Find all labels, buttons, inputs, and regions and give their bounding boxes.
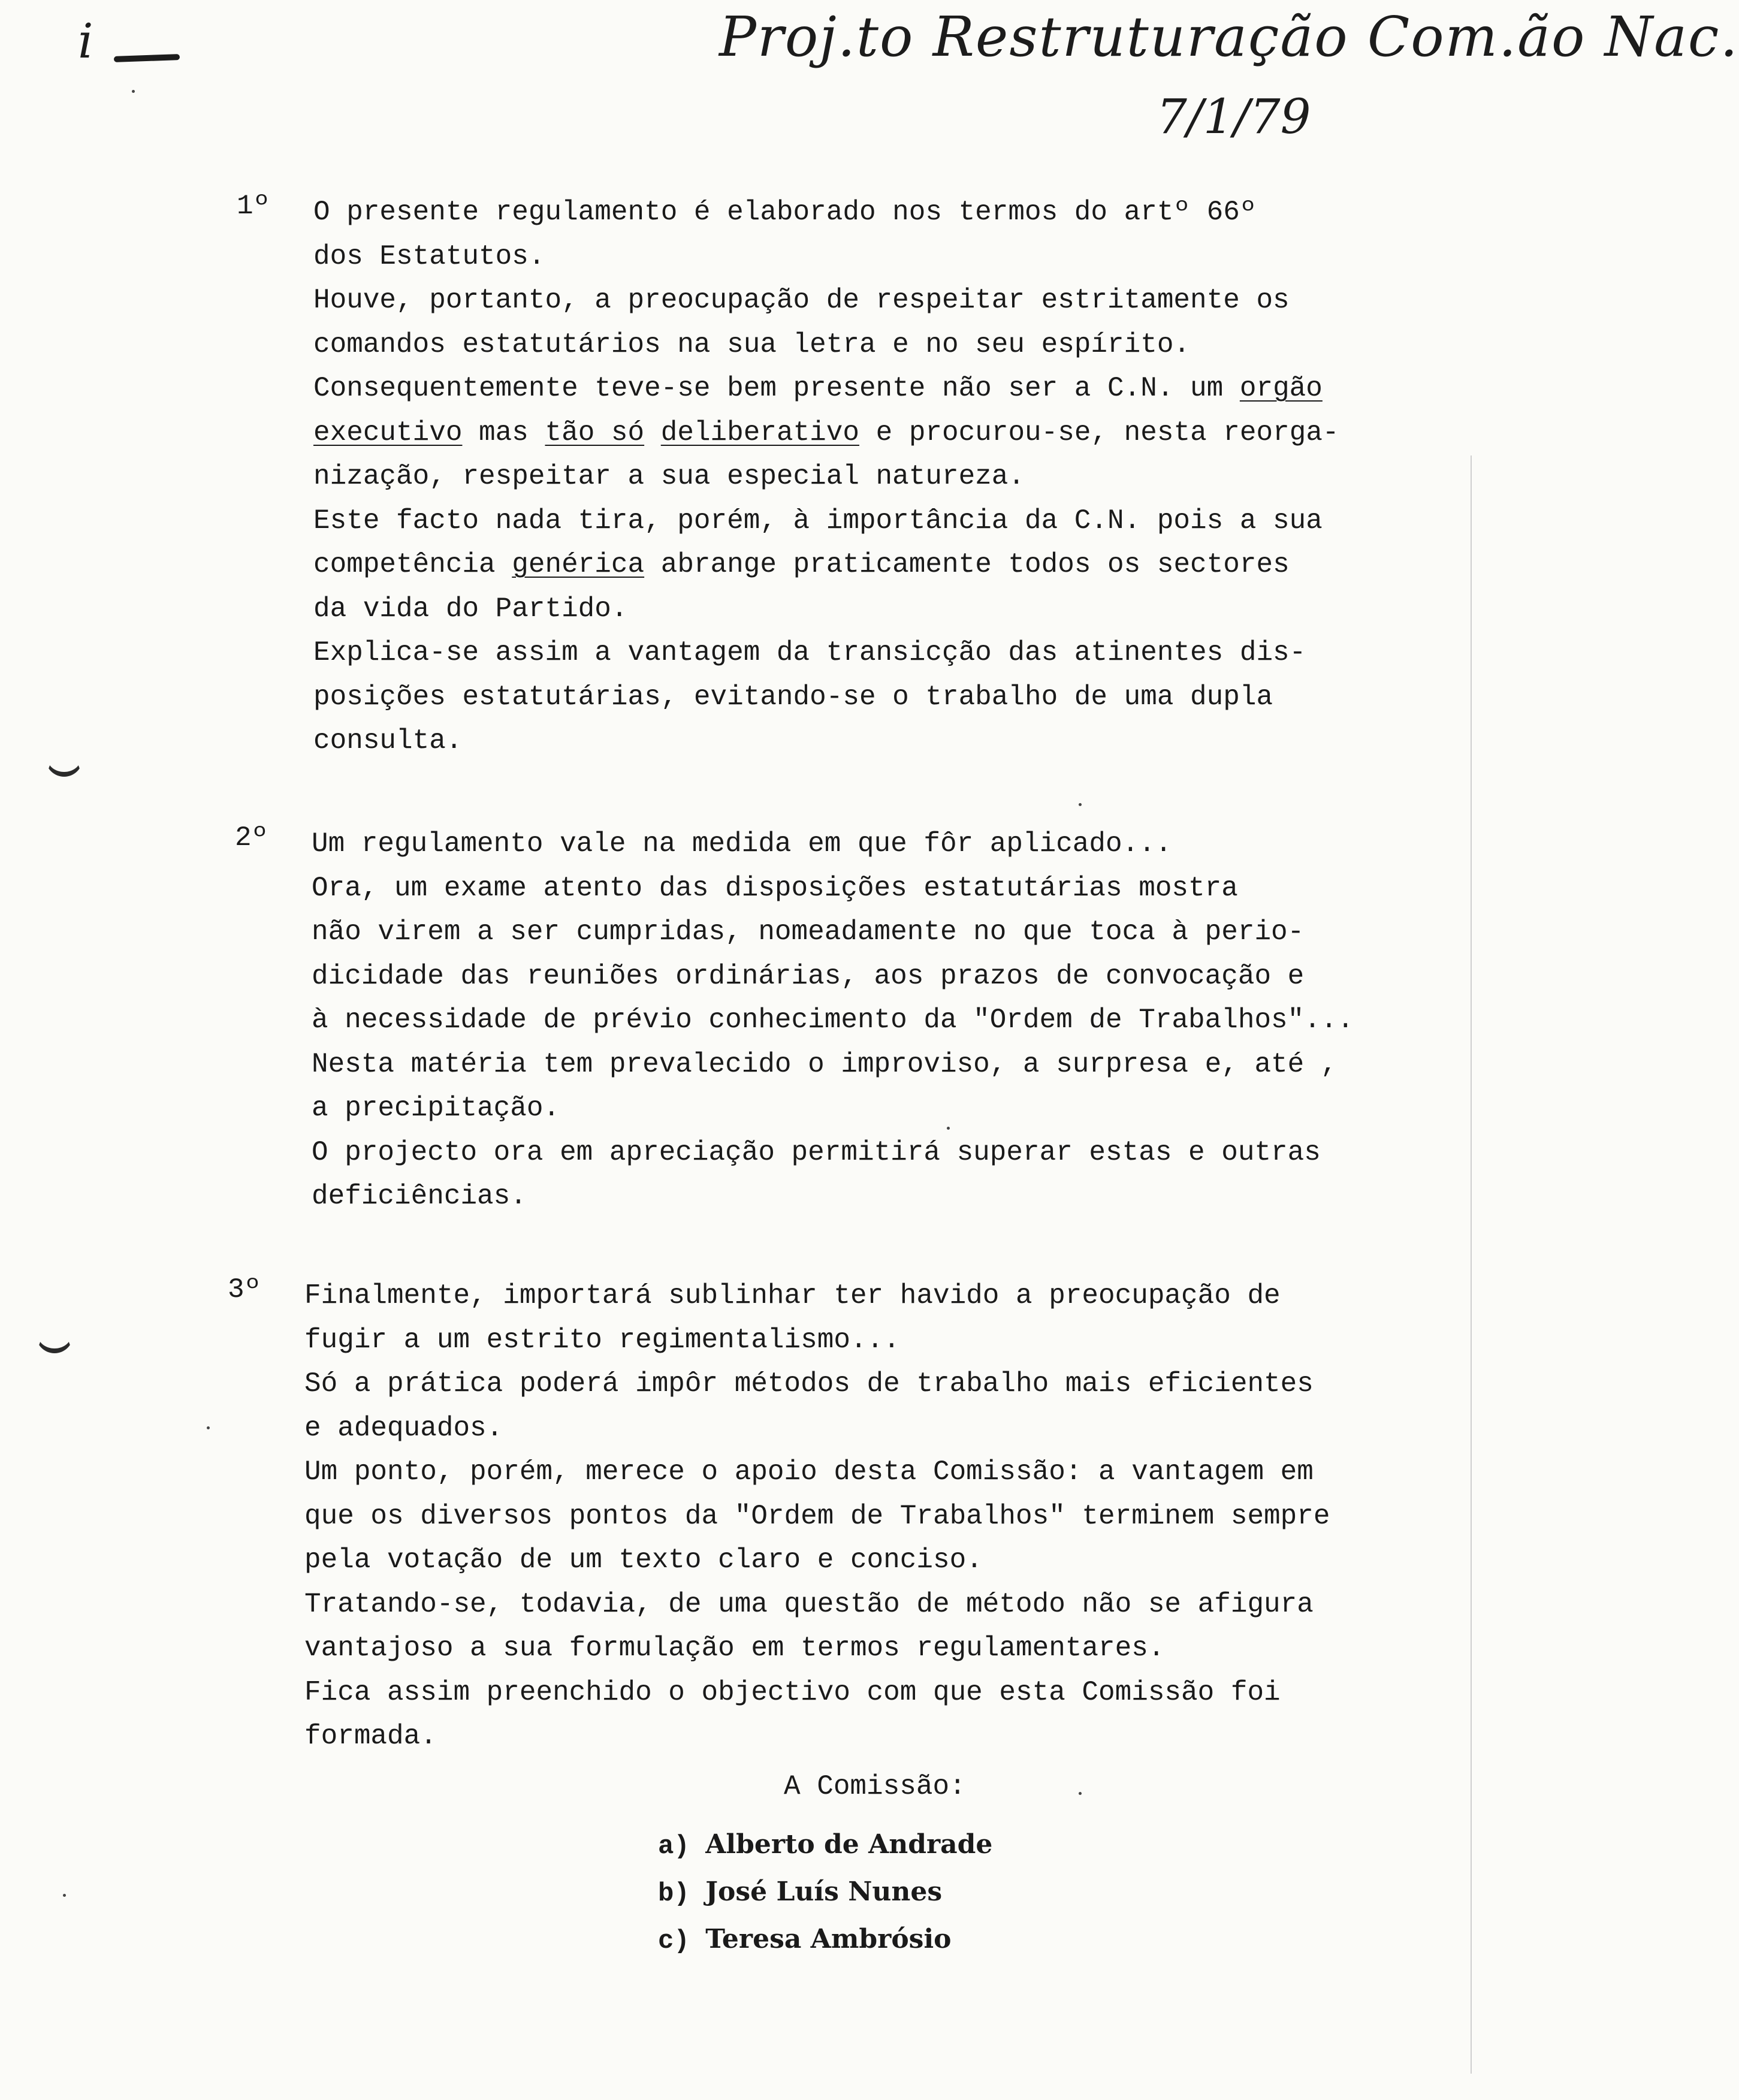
signer-name: Alberto de Andrade xyxy=(705,1829,993,1860)
signer-letter: b) xyxy=(658,1879,690,1909)
text-line: dos Estatutos. xyxy=(313,240,545,272)
corner-dash-mark xyxy=(114,54,180,62)
text-line: dicidade das reuniões ordinárias, aos prazos de convocação e xyxy=(312,960,1305,992)
text-line: Este facto nada tira, porém, à importância da C.N. pois a sua xyxy=(313,505,1323,536)
text-line: executivo mas tão só deliberativo e procurou-se, nesta reorga- xyxy=(313,417,1339,448)
underlined-term: genérica xyxy=(512,549,645,580)
underlined-term: deliberativo xyxy=(660,417,859,448)
handwritten-title: Proj.to Restruturação Com.ão Nac. xyxy=(719,5,1739,69)
scan-speck xyxy=(63,1894,66,1897)
text-line: à necessidade de prévio conhecimento da "Ordem de Trabalhos"... xyxy=(312,1004,1354,1036)
signer-item xyxy=(658,1869,992,1917)
scan-speck xyxy=(1079,1792,1082,1795)
signer-letter: c) xyxy=(658,1926,690,1956)
text-line: Ora, um exame atento das disposições estatutárias mostra xyxy=(312,872,1238,904)
scan-speck xyxy=(947,1127,950,1130)
text-line: nização, respeitar a sua especial natureza. xyxy=(313,461,1025,492)
signer-item xyxy=(658,1822,992,1869)
text-line: que os diversos pontos da "Ordem de Trabalhos" terminem sempre xyxy=(304,1500,1330,1532)
text-line: e adequados. xyxy=(304,1412,503,1444)
punch-hole-icon xyxy=(36,1330,73,1353)
text-line: pela votação de um texto claro e conciso. xyxy=(304,1544,983,1576)
text-line: deficiências. xyxy=(312,1181,527,1212)
text-line: posições estatutárias, evitando-se o trabalho de uma dupla xyxy=(313,681,1273,713)
section-3 xyxy=(228,1274,1426,1759)
section-1 xyxy=(237,191,1435,764)
section-number: 3º xyxy=(228,1274,261,1305)
signer-name: Teresa Ambrósio xyxy=(705,1924,952,1954)
text-line: Tratando-se, todavia, de uma questão de método não se afigura xyxy=(304,1588,1314,1620)
text-line: Consequentemente teve-se bem presente não ser a C.N. um orgão xyxy=(313,373,1323,404)
section-number: 1º xyxy=(237,191,270,222)
text-line: competência genérica abrange praticamente todos os sectores xyxy=(313,549,1290,580)
text-line: Fica assim preenchido o objectivo com que esta Comissão foi xyxy=(304,1676,1281,1708)
scan-speck xyxy=(1079,803,1082,806)
text-line: vantajoso a sua formulação em termos regulamentares. xyxy=(304,1633,1165,1664)
underlined-term: executivo xyxy=(313,417,463,448)
text-line: Finalmente, importará sublinhar ter havido a preocupação de xyxy=(304,1280,1281,1311)
signer-letter: a) xyxy=(658,1832,690,1861)
page-edge-line xyxy=(1471,455,1472,2074)
text-line: O presente regulamento é elaborado nos termos do artº 66º xyxy=(313,197,1257,228)
text-line: Um ponto, porém, merece o apoio desta Comissão: a vantagem em xyxy=(304,1456,1314,1487)
signer-item xyxy=(658,1917,992,1964)
text-line: consulta. xyxy=(313,725,463,756)
text-line: da vida do Partido. xyxy=(313,593,628,624)
text-line: O projecto ora em apreciação permitirá superar estas e outras xyxy=(312,1136,1321,1168)
text-line: não virem a ser cumpridas, nomeadamente no que toca à perio- xyxy=(312,916,1305,948)
scan-speck xyxy=(132,90,135,93)
text-line: fugir a um estrito regimentalismo... xyxy=(304,1324,900,1356)
signature-header: A Comissão: xyxy=(784,1771,966,1802)
corner-handwritten-mark: i xyxy=(78,13,93,69)
scan-speck xyxy=(207,1426,210,1429)
text-line: Explica-se assim a vantagem da transicção das atinentes dis- xyxy=(313,637,1306,668)
section-2 xyxy=(235,822,1433,1219)
section-number: 2º xyxy=(235,822,268,853)
text-line: Um regulamento vale na medida em que fôr aplicado... xyxy=(312,828,1172,859)
underlined-term: tão só xyxy=(545,417,645,448)
punch-hole-icon xyxy=(46,754,83,777)
underlined-term: orgão xyxy=(1239,373,1323,404)
signers-list xyxy=(658,1822,992,1964)
text-line: Só a prática poderá impôr métodos de trabalho mais eficientes xyxy=(304,1368,1314,1399)
signer-name: José Luís Nunes xyxy=(705,1876,943,1907)
handwritten-date: 7/1/79 xyxy=(1157,89,1311,144)
text-line: comandos estatutários na sua letra e no seu espírito. xyxy=(313,328,1191,360)
text-line: Houve, portanto, a preocupação de respeitar estritamente os xyxy=(313,285,1290,316)
text-line: formada. xyxy=(304,1721,437,1752)
text-line: a precipitação. xyxy=(312,1093,560,1124)
text-line: Nesta matéria tem prevalecido o improviso, a surpresa e, até , xyxy=(312,1048,1338,1080)
